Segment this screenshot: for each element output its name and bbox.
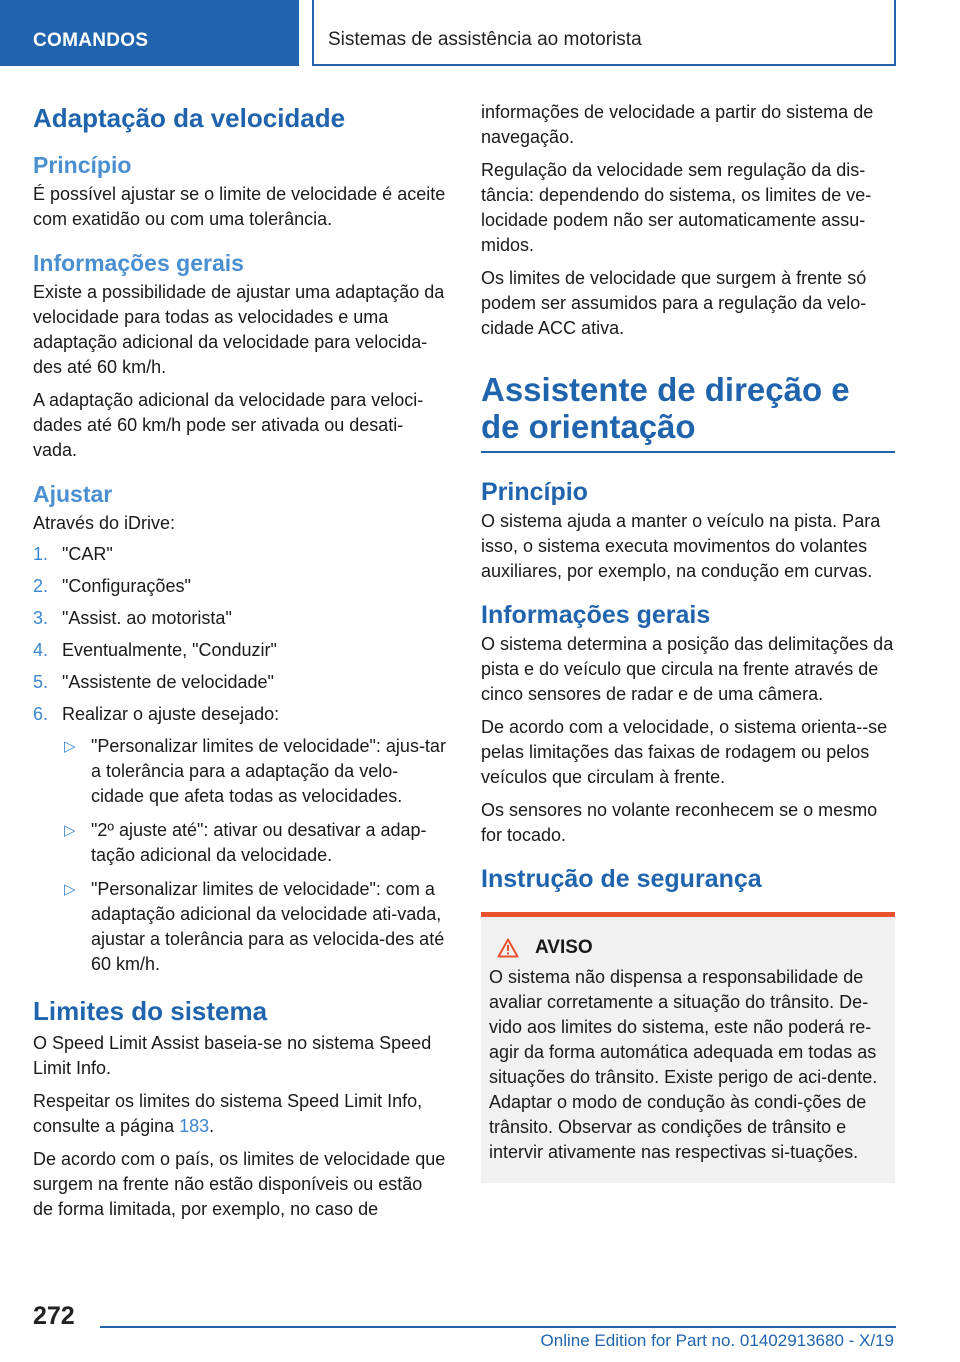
page-footer [0, 1290, 960, 1362]
right-column [481, 100, 895, 1183]
heading-general-info: Informações gerais [33, 250, 244, 276]
left-column [33, 100, 447, 1230]
general-info-right-p3: Os sensores no volante reconhecem se o mesmo for tocado. [481, 800, 878, 845]
heading-safety-instruction: Instrução de segurança [481, 865, 762, 893]
limits-p1: O Speed Limit Assist baseia-se no sistema Speed Limit Info. [33, 1033, 432, 1078]
warning-box [481, 912, 895, 1183]
principle-text-right: O sistema ajuda a manter o veículo na pista. Para isso, o sistema executa movimentos do volantes auxiliares, por exemplo, na condução em curvas. [481, 511, 881, 581]
principle-text: É possível ajustar se o limite de velocidade é aceite com exatidão ou com uma tolerância. [33, 184, 446, 229]
heading-adjust: Ajustar [33, 481, 113, 507]
general-info-p1: Existe a possibilidade de ajustar uma adaptação da velocidade para todas as velocidades e uma adaptação adicional da velocidade para velocida-des até 60 km/h. [33, 282, 445, 377]
continued-p1: informações de velocidade a partir do sistema de navegação. [481, 102, 874, 147]
list-item: ▷ "Personalizar limites de velocidade": ajus-tar a tolerância para a adaptação da velo-cidade que afeta todas as velocidades. [64, 736, 446, 806]
list-item: 2. "Configurações" [33, 576, 191, 596]
general-info-right-p2: De acordo com a velocidade, o sistema orienta--se pelas limitações das faixas de rodagem ou pelos veículos que circulam à frente. [481, 717, 888, 787]
substeps-list [62, 734, 447, 977]
warning-label: AVISO [535, 937, 593, 958]
footer-divider [100, 1326, 896, 1328]
section-title-steering-assistant: Assistente de direção e de orientação [481, 371, 895, 453]
section-tab: COMANDOS [0, 0, 299, 66]
list-item: 1. "CAR" [33, 544, 113, 564]
general-info-right-p1: O sistema determina a posição das delimitações da pista e do veículo que circula na frente através de cinco sensores de radar e de uma câmera. [481, 634, 894, 704]
heading-general-info-right: Informações gerais [481, 601, 711, 629]
page-header [0, 0, 960, 66]
triangle-bullet-icon: ▷ [64, 822, 76, 839]
continued-p3: Os limites de velocidade que surgem à frente só podem ser assumidos para a regulação da velo-cidade ACC ativa. [481, 268, 867, 338]
list-item: ▷ "Personalizar limites de velocidade": com a adaptação adicional da velocidade ati-vada, ajustar a tolerância para as velocida-des até 60 km/h. [64, 879, 445, 974]
page-reference-link[interactable]: 183 [179, 1116, 210, 1136]
chapter-title: Sistemas de assistência ao motorista [312, 0, 896, 66]
section-title-system-limits: Limites do sistema [33, 996, 268, 1026]
list-item: 5. "Assistente de velocidade" [33, 672, 274, 692]
list-item: 6. Realizar o ajuste desejado: ▷ "Personalizar limites de velocidade": ajus-tar a tolerância para a adaptação da velo-cidade que afeta todas as velocidades. ▷ "2º ajuste até": ativar ou desativar a adap-tação adicional da velocidade. ▷ "Personalizar limites de velocidade": com a adaptação adicional da velocidade ati-vada, ajustar a tolerância para as velocida-des até 60 km/h. [33, 702, 447, 977]
adjust-intro: Através do iDrive: [33, 513, 176, 533]
triangle-bullet-icon: ▷ [64, 738, 76, 755]
general-info-p2: A adaptação adicional da velocidade para veloci-dades até 60 km/h pode ser ativada ou desati-vada. [33, 390, 424, 460]
steps-list [33, 542, 447, 977]
warning-header [489, 937, 887, 959]
warning-text: O sistema não dispensa a responsabilidade de avaliar corretamente a situação do trânsito. De-vido aos limites do sistema, este não poderá re-agir da forma automática adequada em todas as situações do trânsito. Existe perigo de aci-dente. Adaptar o modo de condução às condi-ções de trânsito. Observar as condições de trânsito e intervir ativamente nas respectivas si-tuações. [489, 967, 878, 1162]
heading-principle-right: Princípio [481, 478, 588, 506]
page-number: 272 [33, 1302, 75, 1330]
limits-p3: De acordo com o país, os limites de velocidade que surgem na frente não estão disponíveis ou estão de forma limitada, por exemplo, no caso de [33, 1149, 446, 1219]
continued-p2: Regulação da velocidade sem regulação da dis-tância: dependendo do sistema, os limites de ve-locidade podem não ser automaticamente assu-midos. [481, 160, 872, 255]
edition-text: Online Edition for Part no. 01402913680 - X/19 [540, 1331, 894, 1350]
section-title-speed-adaptation: Adaptação da velocidade [33, 103, 346, 133]
list-item: 4. Eventualmente, "Conduzir" [33, 640, 277, 660]
list-item: ▷ "2º ajuste até": ativar ou desativar a adap-tação adicional da velocidade. [64, 820, 427, 865]
heading-principle: Princípio [33, 152, 132, 178]
list-item: 3. "Assist. ao motorista" [33, 608, 232, 628]
triangle-bullet-icon: ▷ [64, 881, 76, 898]
warning-triangle-icon [497, 938, 519, 958]
limits-p2: Respeitar os limites do sistema Speed Limit Info, consulte a página 183. [33, 1091, 423, 1136]
